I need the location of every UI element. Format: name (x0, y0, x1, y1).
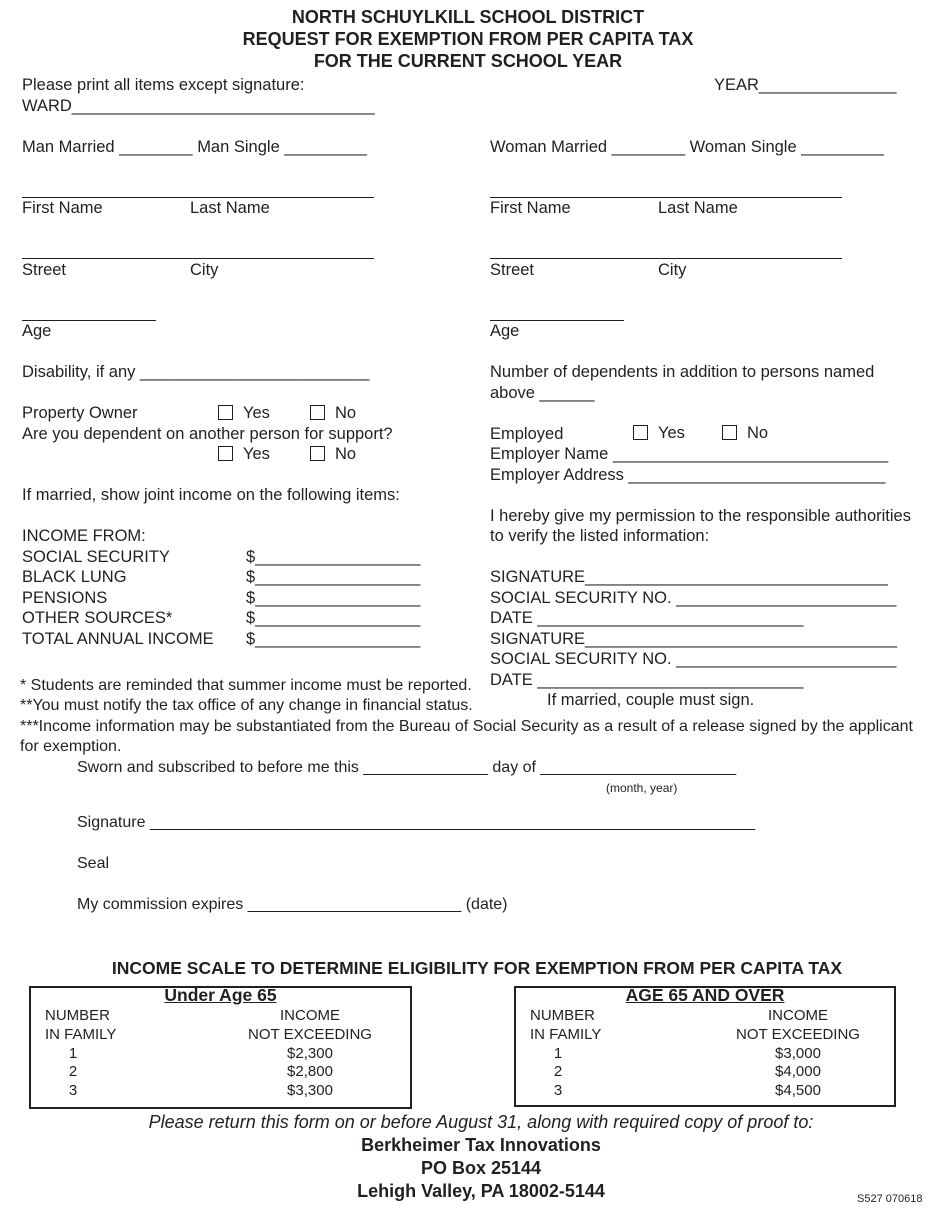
year-field[interactable]: YEAR_______________ (714, 76, 897, 94)
table-row (45, 1045, 400, 1064)
man-age-line[interactable] (22, 320, 156, 321)
header-not-exceeding: NOT EXCEEDING (248, 1025, 372, 1043)
income-limit: $2,800 (287, 1063, 333, 1081)
couple-sign-note: If married, couple must sign. (547, 691, 755, 709)
income-field-other-sources[interactable]: $__________________ (246, 609, 421, 627)
ssn-field-2[interactable]: SOCIAL SECURITY NO. ________________________ (490, 650, 897, 668)
table-header-row (530, 1007, 885, 1026)
checkbox-square-icon (310, 446, 325, 461)
dependent-question: Are you dependent on another person for support? (22, 425, 393, 443)
disability-field[interactable]: Disability, if any _________________________ (22, 363, 370, 381)
family-size: 3 (68, 1082, 78, 1100)
students-note: * Students are reminded that summer income must be reported. (20, 677, 472, 694)
income-label-black-lung: BLACK LUNG (22, 568, 127, 586)
woman-marital-status[interactable]: Woman Married ________ Woman Single _________ (490, 138, 884, 156)
ward-field[interactable]: WARD_________________________________ (22, 97, 375, 115)
over-65-title: AGE 65 AND OVER (625, 985, 785, 1005)
man-address-line[interactable] (22, 258, 374, 259)
income-label-social-security: SOCIAL SECURITY (22, 548, 170, 566)
header-in-family: IN FAMILY (530, 1025, 602, 1043)
dependent-no-checkbox[interactable] (310, 445, 356, 465)
mailing-po-box: PO Box 25144 (420, 1158, 542, 1178)
signature-field-2[interactable]: SIGNATURE__________________________________ (490, 630, 898, 648)
table-header-row (530, 1026, 885, 1045)
income-label-other-sources: OTHER SOURCES* (22, 609, 173, 627)
man-street-label: Street (22, 261, 67, 279)
header-line-1: NORTH SCHUYLKILL SCHOOL DISTRICT (291, 7, 645, 27)
permission-line-1: I hereby give my permission to the responsible authorities (490, 507, 911, 525)
woman-last-name-label: Last Name (658, 199, 738, 217)
table-header-row (45, 1026, 400, 1045)
month-year-caption: (month, year) (606, 781, 678, 795)
family-size: 1 (68, 1044, 78, 1062)
date-field-1[interactable]: DATE _____________________________ (490, 609, 804, 627)
property-owner-yes-checkbox[interactable] (218, 404, 270, 424)
return-instructions: Please return this form on or before August 31, along with required copy of proof to: (148, 1112, 814, 1132)
header-line-3: FOR THE CURRENT SCHOOL YEAR (313, 51, 623, 71)
date-field-2[interactable]: DATE _____________________________ (490, 671, 804, 689)
header-number: NUMBER (530, 1007, 596, 1024)
table-row (530, 1063, 885, 1082)
header-income: INCOME (280, 1007, 340, 1024)
signature-field-1[interactable]: SIGNATURE_________________________________ (490, 568, 888, 586)
woman-address-line[interactable] (490, 258, 842, 259)
man-city-label: City (190, 261, 219, 279)
income-limit: $4,000 (775, 1063, 821, 1081)
seal-label: Seal (77, 855, 110, 872)
substantiated-note-line-1: ***Income information may be substantiated from the Bureau of Social Security as a result of a release signed by the applicant (20, 718, 913, 735)
checkbox-square-icon (218, 446, 233, 461)
woman-first-name-label: First Name (490, 199, 571, 217)
joint-income-note: If married, show joint income on the following items: (22, 486, 400, 504)
income-heading: INCOME FROM: (22, 527, 146, 545)
income-limit: $3,300 (287, 1082, 333, 1100)
woman-city-label: City (658, 261, 687, 279)
commission-expires-field[interactable]: My commission expires ________________________ (date) (77, 896, 508, 913)
under-65-grid (45, 1007, 400, 1101)
employed-no-checkbox[interactable] (722, 424, 768, 444)
woman-age-line[interactable] (490, 320, 624, 321)
employed-label: Employed (490, 425, 564, 443)
family-size: 2 (553, 1063, 563, 1081)
checkbox-label: Yes (243, 404, 270, 422)
family-size: 1 (553, 1044, 563, 1062)
man-last-name-label: Last Name (190, 199, 270, 217)
checkbox-square-icon (633, 425, 648, 440)
income-field-pensions[interactable]: $__________________ (246, 589, 421, 607)
notary-signature-field[interactable]: Signature ____________________________________________________________________ (77, 814, 756, 831)
income-label-pensions: PENSIONS (22, 589, 108, 607)
income-label-total: TOTAL ANNUAL INCOME (22, 630, 214, 648)
family-size: 3 (553, 1082, 563, 1100)
man-marital-status[interactable]: Man Married ________ Man Single _________ (22, 138, 367, 156)
mailing-city: Lehigh Valley, PA 18002-5144 (357, 1181, 605, 1201)
checkbox-label: No (335, 404, 357, 422)
table-row (530, 1082, 885, 1101)
substantiated-note-line-2: for exemption. (20, 738, 122, 755)
checkbox-square-icon (722, 425, 737, 440)
dependents-count-field[interactable]: above ______ (490, 384, 595, 402)
property-owner-no-checkbox[interactable] (310, 404, 356, 424)
employer-name-field[interactable]: Employer Name ______________________________ (490, 445, 889, 463)
mailing-company: Berkheimer Tax Innovations (361, 1135, 601, 1155)
woman-name-line[interactable] (490, 197, 842, 198)
checkbox-square-icon (310, 405, 325, 420)
header-income: INCOME (768, 1007, 828, 1024)
form-code: S527 070618 (857, 1193, 923, 1205)
woman-street-label: Street (490, 261, 535, 279)
family-size: 2 (68, 1063, 78, 1081)
under-65-title: Under Age 65 (164, 985, 277, 1005)
income-field-black-lung[interactable]: $__________________ (246, 568, 421, 586)
income-field-total[interactable]: $__________________ (246, 630, 421, 648)
dependents-count-line-1: Number of dependents in addition to persons named (490, 363, 875, 381)
header-number: NUMBER (45, 1007, 111, 1024)
checkbox-label: No (335, 445, 357, 463)
notify-note: **You must notify the tax office of any change in financial status. (20, 697, 473, 714)
income-limit: $2,300 (287, 1044, 333, 1062)
property-owner-label: Property Owner (22, 404, 138, 422)
employed-yes-checkbox[interactable] (633, 424, 685, 444)
table-row (45, 1063, 400, 1082)
checkbox-label: No (747, 424, 769, 442)
dependent-yes-checkbox[interactable] (218, 445, 270, 465)
ssn-field-1[interactable]: SOCIAL SECURITY NO. ________________________ (490, 589, 897, 607)
employer-address-field[interactable]: Employer Address ____________________________ (490, 466, 886, 484)
table-header-row (45, 1007, 400, 1026)
income-field-social-security[interactable]: $__________________ (246, 548, 421, 566)
print-instruction: Please print all items except signature: (22, 76, 305, 94)
income-limit: $4,500 (775, 1082, 821, 1100)
man-age-label: Age (22, 322, 52, 340)
sworn-statement-field[interactable]: Sworn and subscribed to before me this ______________ day of ______________________ (77, 759, 737, 776)
man-first-name-label: First Name (22, 199, 103, 217)
header-not-exceeding: NOT EXCEEDING (736, 1025, 860, 1043)
permission-line-2: to verify the listed information: (490, 527, 710, 545)
income-scale-title: INCOME SCALE TO DETERMINE ELIGIBILITY FOR EXEMPTION FROM PER CAPITA TAX (111, 958, 843, 978)
header-line-2: REQUEST FOR EXEMPTION FROM PER CAPITA TAX (242, 29, 694, 49)
man-name-line[interactable] (22, 197, 374, 198)
income-limit: $3,000 (775, 1044, 821, 1062)
woman-age-label: Age (490, 322, 520, 340)
checkbox-label: Yes (243, 445, 270, 463)
table-row (530, 1045, 885, 1064)
over-65-grid (530, 1007, 885, 1101)
table-row (45, 1082, 400, 1101)
checkbox-label: Yes (658, 424, 685, 442)
header-in-family: IN FAMILY (45, 1025, 117, 1043)
checkbox-square-icon (218, 405, 233, 420)
